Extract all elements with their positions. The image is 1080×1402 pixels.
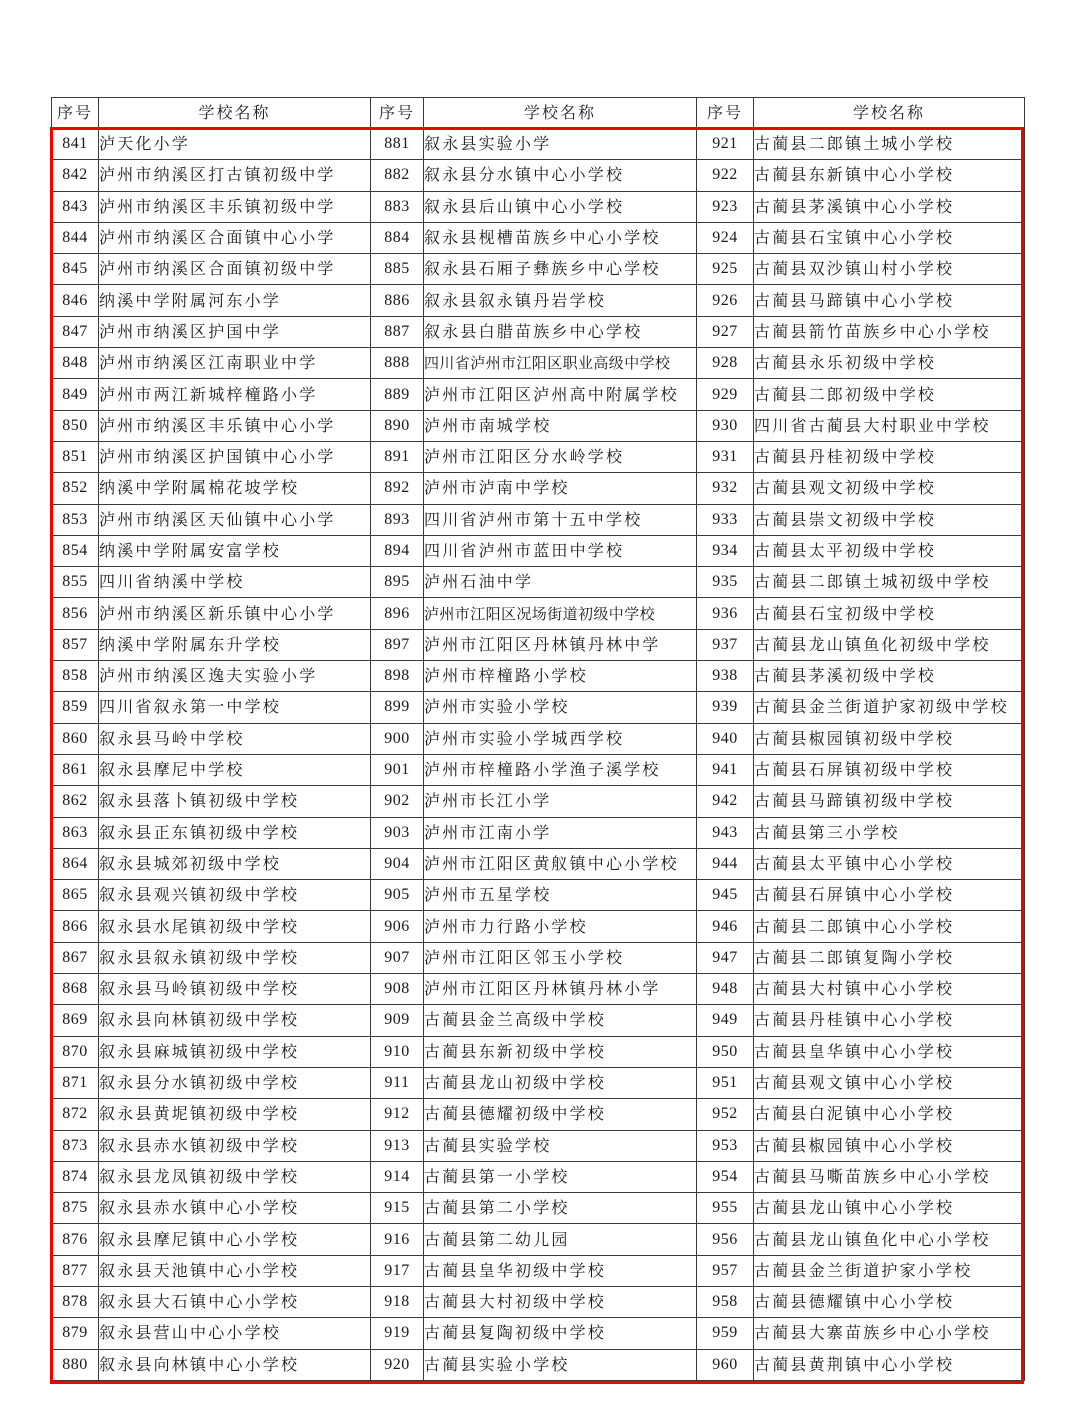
school-name-cell: 叙永县水尾镇初级中学校 [99,911,371,942]
serial-number-cell: 853 [52,504,99,535]
table-row [52,254,1025,285]
school-name-cell: 叙永县叙永镇丹岩学校 [424,285,697,316]
table-row [52,692,1025,723]
school-name-cell: 古蔺县箭竹苗族乡中心小学校 [754,316,1025,347]
serial-number-cell: 873 [52,1130,99,1161]
school-name-cell: 叙永县马岭镇初级中学校 [99,974,371,1005]
school-name-cell: 叙永县叙永镇初级中学校 [99,942,371,973]
school-name-cell: 叙永县分水镇初级中学校 [99,1067,371,1098]
serial-number-cell: 883 [371,191,424,222]
school-name-cell: 古蔺县二郎镇复陶小学校 [754,942,1025,973]
school-name-cell: 纳溪中学附属安富学校 [99,535,371,566]
school-name-cell: 叙永县正东镇初级中学校 [99,817,371,848]
serial-number-cell: 858 [52,661,99,692]
table-row [52,629,1025,660]
school-name-cell: 泸州市梓橦路小学渔子溪学校 [424,754,697,785]
serial-number-cell: 910 [371,1036,424,1067]
serial-number-cell: 949 [697,1005,754,1036]
school-name-cell: 叙永县马岭中学校 [99,723,371,754]
table-row [52,880,1025,911]
serial-number-cell: 942 [697,786,754,817]
school-name-cell: 古蔺县德耀镇中心小学校 [754,1286,1025,1317]
table-row [52,817,1025,848]
serial-number-cell: 857 [52,629,99,660]
serial-number-cell: 855 [52,567,99,598]
school-name-cell: 泸州市江阳区况场街道初级中学校 [424,598,697,629]
serial-number-cell: 879 [52,1318,99,1349]
serial-number-cell: 905 [371,880,424,911]
school-name-cell: 泸州市江阳区丹林镇丹林中学 [424,629,697,660]
serial-number-cell: 868 [52,974,99,1005]
school-name-cell: 四川省古蔺县大村职业中学校 [754,410,1025,441]
school-name-cell: 泸州市梓橦路小学校 [424,661,697,692]
school-name-cell: 叙永县黄坭镇初级中学校 [99,1099,371,1130]
school-name-cell: 泸州石油中学 [424,567,697,598]
serial-number-cell: 894 [371,535,424,566]
serial-number-cell: 862 [52,786,99,817]
school-name-cell: 叙永县后山镇中心小学校 [424,191,697,222]
school-name-cell: 叙永县石厢子彝族乡中心学校 [424,254,697,285]
school-name-cell: 古蔺县龙山初级中学校 [424,1067,697,1098]
school-name-cell: 古蔺县石屏镇中心小学校 [754,880,1025,911]
school-name-cell: 古蔺县实验学校 [424,1130,697,1161]
serial-number-cell: 929 [697,379,754,410]
table-row [52,1255,1025,1286]
serial-number-cell: 901 [371,754,424,785]
school-name-cell: 泸州市纳溪区丰乐镇初级中学 [99,191,371,222]
school-name-cell: 叙永县天池镇中心小学校 [99,1255,371,1286]
school-name-cell: 古蔺县东新镇中心小学校 [754,160,1025,191]
serial-number-cell: 889 [371,379,424,410]
school-name-cell: 泸州市江阳区黄舣镇中心小学校 [424,848,697,879]
table-row [52,316,1025,347]
school-name-cell: 叙永县向林镇中心小学校 [99,1349,371,1380]
school-name-cell: 古蔺县金兰街道护家小学校 [754,1255,1025,1286]
serial-number-cell: 902 [371,786,424,817]
serial-number-cell: 921 [697,129,754,160]
serial-number-cell: 899 [371,692,424,723]
serial-number-cell: 869 [52,1005,99,1036]
serial-number-cell: 956 [697,1224,754,1255]
serial-number-cell: 934 [697,535,754,566]
table-row [52,848,1025,879]
table-row [52,222,1025,253]
serial-number-cell: 842 [52,160,99,191]
table-row [52,1318,1025,1349]
serial-number-cell: 925 [697,254,754,285]
serial-number-cell: 888 [371,348,424,379]
school-name-cell: 古蔺县第二幼儿园 [424,1224,697,1255]
school-name-cell: 泸州市江阳区泸州高中附属学校 [424,379,697,410]
school-name-cell: 泸州市纳溪区天仙镇中心小学 [99,504,371,535]
header-serial-2: 序号 [371,98,424,129]
header-serial-1: 序号 [52,98,99,129]
school-name-cell: 古蔺县椒园镇初级中学校 [754,723,1025,754]
table-row [52,942,1025,973]
serial-number-cell: 848 [52,348,99,379]
serial-number-cell: 926 [697,285,754,316]
table-row [52,661,1025,692]
serial-number-cell: 851 [52,441,99,472]
school-name-cell: 古蔺县双沙镇山村小学校 [754,254,1025,285]
school-name-cell: 古蔺县龙山镇鱼化中心小学校 [754,1224,1025,1255]
serial-number-cell: 917 [371,1255,424,1286]
serial-number-cell: 864 [52,848,99,879]
table-row [52,754,1025,785]
serial-number-cell: 952 [697,1099,754,1130]
school-name-cell: 古蔺县二郎镇中心小学校 [754,911,1025,942]
school-name-cell: 古蔺县大村初级中学校 [424,1286,697,1317]
table-row [52,786,1025,817]
table-row [52,1349,1025,1380]
table-row [52,191,1025,222]
table-row [52,1193,1025,1224]
table-row [52,473,1025,504]
school-name-cell: 古蔺县第三小学校 [754,817,1025,848]
school-name-cell: 泸州市纳溪区江南职业中学 [99,348,371,379]
serial-number-cell: 844 [52,222,99,253]
school-name-cell: 叙永县麻城镇初级中学校 [99,1036,371,1067]
table-row [52,535,1025,566]
serial-number-cell: 944 [697,848,754,879]
school-name-cell: 泸州市纳溪区丰乐镇中心小学 [99,410,371,441]
serial-number-cell: 891 [371,441,424,472]
school-name-cell: 泸州市五星学校 [424,880,697,911]
serial-number-cell: 946 [697,911,754,942]
school-name-cell: 泸州市实验小学城西学校 [424,723,697,754]
school-name-cell: 泸州市泸南中学校 [424,473,697,504]
school-name-cell: 四川省纳溪中学校 [99,567,371,598]
school-name-cell: 古蔺县茅溪初级中学校 [754,661,1025,692]
school-name-cell: 古蔺县皇华初级中学校 [424,1255,697,1286]
table-row [52,567,1025,598]
serial-number-cell: 886 [371,285,424,316]
school-name-cell: 古蔺县第二小学校 [424,1193,697,1224]
serial-number-cell: 847 [52,316,99,347]
serial-number-cell: 922 [697,160,754,191]
table-row [52,129,1025,160]
serial-number-cell: 875 [52,1193,99,1224]
serial-number-cell: 947 [697,942,754,973]
serial-number-cell: 912 [371,1099,424,1130]
school-name-cell: 古蔺县石屏镇初级中学校 [754,754,1025,785]
school-name-cell: 泸州市江南小学 [424,817,697,848]
serial-number-cell: 892 [371,473,424,504]
school-name-cell: 叙永县赤水镇中心小学校 [99,1193,371,1224]
table-row [52,1005,1025,1036]
serial-number-cell: 854 [52,535,99,566]
serial-number-cell: 908 [371,974,424,1005]
serial-number-cell: 918 [371,1286,424,1317]
table-row [52,1161,1025,1192]
serial-number-cell: 937 [697,629,754,660]
school-name-cell: 四川省泸州市蓝田中学校 [424,535,697,566]
serial-number-cell: 877 [52,1255,99,1286]
school-name-cell: 泸州市江阳区分水岭学校 [424,441,697,472]
serial-number-cell: 914 [371,1161,424,1192]
serial-number-cell: 943 [697,817,754,848]
school-name-cell: 泸州市纳溪区护国中学 [99,316,371,347]
school-name-cell: 泸州市江阳区邻玉小学校 [424,942,697,973]
serial-number-cell: 919 [371,1318,424,1349]
school-name-cell: 古蔺县二郎初级中学校 [754,379,1025,410]
serial-number-cell: 890 [371,410,424,441]
school-name-cell: 纳溪中学附属东升学校 [99,629,371,660]
school-name-cell: 叙永县龙凤镇初级中学校 [99,1161,371,1192]
table-row [52,504,1025,535]
school-name-cell: 叙永县白腊苗族乡中心学校 [424,316,697,347]
school-name-cell: 泸州市纳溪区逸夫实验小学 [99,661,371,692]
school-name-cell: 泸州市长江小学 [424,786,697,817]
school-name-cell: 纳溪中学附属河东小学 [99,285,371,316]
school-name-cell: 泸天化小学 [99,129,371,160]
school-name-cell: 泸州市纳溪区打古镇初级中学 [99,160,371,191]
school-name-cell: 古蔺县德耀初级中学校 [424,1099,697,1130]
serial-number-cell: 860 [52,723,99,754]
serial-number-cell: 903 [371,817,424,848]
table-row [52,1224,1025,1255]
serial-number-cell: 951 [697,1067,754,1098]
serial-number-cell: 896 [371,598,424,629]
school-name-cell: 四川省叙永第一中学校 [99,692,371,723]
serial-number-cell: 887 [371,316,424,347]
serial-number-cell: 897 [371,629,424,660]
school-name-cell: 古蔺县金兰街道护家初级中学校 [754,692,1025,723]
school-name-cell: 古蔺县二郎镇土城初级中学校 [754,567,1025,598]
school-name-cell: 泸州市南城学校 [424,410,697,441]
school-name-cell: 泸州市江阳区丹林镇丹林小学 [424,974,697,1005]
school-name-cell: 四川省泸州市第十五中学校 [424,504,697,535]
header-serial-3: 序号 [697,98,754,129]
serial-number-cell: 916 [371,1224,424,1255]
serial-number-cell: 958 [697,1286,754,1317]
table-row [52,410,1025,441]
school-name-cell: 古蔺县二郎镇土城小学校 [754,129,1025,160]
serial-number-cell: 874 [52,1161,99,1192]
serial-number-cell: 924 [697,222,754,253]
serial-number-cell: 861 [52,754,99,785]
school-name-cell: 古蔺县观文初级中学校 [754,473,1025,504]
school-name-cell: 纳溪中学附属棉花坡学校 [99,473,371,504]
school-name-cell: 泸州市力行路小学校 [424,911,697,942]
serial-number-cell: 846 [52,285,99,316]
serial-number-cell: 885 [371,254,424,285]
school-name-cell: 古蔺县大村镇中心小学校 [754,974,1025,1005]
header-school-name-3: 学校名称 [754,98,1025,129]
serial-number-cell: 920 [371,1349,424,1380]
serial-number-cell: 953 [697,1130,754,1161]
table-row [52,723,1025,754]
school-name-cell: 古蔺县椒园镇中心小学校 [754,1130,1025,1161]
school-name-cell: 古蔺县石宝镇中心小学校 [754,222,1025,253]
header-school-name-1: 学校名称 [99,98,371,129]
serial-number-cell: 955 [697,1193,754,1224]
serial-number-cell: 938 [697,661,754,692]
serial-number-cell: 939 [697,692,754,723]
serial-number-cell: 945 [697,880,754,911]
serial-number-cell: 850 [52,410,99,441]
school-name-cell: 古蔺县丹桂镇中心小学校 [754,1005,1025,1036]
serial-number-cell: 957 [697,1255,754,1286]
serial-number-cell: 928 [697,348,754,379]
serial-number-cell: 948 [697,974,754,1005]
serial-number-cell: 927 [697,316,754,347]
table-row [52,598,1025,629]
table-row [52,160,1025,191]
school-name-cell: 叙永县落卜镇初级中学校 [99,786,371,817]
school-name-cell: 古蔺县崇文初级中学校 [754,504,1025,535]
table-row [52,379,1025,410]
school-name-cell: 古蔺县金兰高级中学校 [424,1005,697,1036]
serial-number-cell: 913 [371,1130,424,1161]
school-name-cell: 古蔺县龙山镇鱼化初级中学校 [754,629,1025,660]
school-name-cell: 叙永县摩尼中学校 [99,754,371,785]
serial-number-cell: 856 [52,598,99,629]
school-name-cell: 叙永县观兴镇初级中学校 [99,880,371,911]
serial-number-cell: 859 [52,692,99,723]
school-name-cell: 古蔺县永乐初级中学校 [754,348,1025,379]
school-name-cell: 古蔺县实验小学校 [424,1349,697,1380]
table-row [52,1036,1025,1067]
serial-number-cell: 872 [52,1099,99,1130]
serial-number-cell: 906 [371,911,424,942]
serial-number-cell: 880 [52,1349,99,1380]
serial-number-cell: 950 [697,1036,754,1067]
serial-number-cell: 907 [371,942,424,973]
serial-number-cell: 933 [697,504,754,535]
serial-number-cell: 876 [52,1224,99,1255]
table-row [52,285,1025,316]
serial-number-cell: 959 [697,1318,754,1349]
serial-number-cell: 960 [697,1349,754,1380]
school-name-cell: 古蔺县第一小学校 [424,1161,697,1192]
serial-number-cell: 930 [697,410,754,441]
serial-number-cell: 909 [371,1005,424,1036]
school-name-cell: 古蔺县黄荆镇中心小学校 [754,1349,1025,1380]
serial-number-cell: 923 [697,191,754,222]
table-row [52,1099,1025,1130]
serial-number-cell: 941 [697,754,754,785]
school-name-cell: 古蔺县马蹄镇初级中学校 [754,786,1025,817]
serial-number-cell: 954 [697,1161,754,1192]
serial-number-cell: 843 [52,191,99,222]
serial-number-cell: 898 [371,661,424,692]
table-row [52,348,1025,379]
school-name-cell: 叙永县枧槽苗族乡中心小学校 [424,222,697,253]
serial-number-cell: 845 [52,254,99,285]
serial-number-cell: 895 [371,567,424,598]
table-row [52,1286,1025,1317]
school-roster-sheet [51,97,1024,1381]
serial-number-cell: 935 [697,567,754,598]
school-name-cell: 古蔺县石宝初级中学校 [754,598,1025,629]
school-name-cell: 泸州市两江新城梓橦路小学 [99,379,371,410]
serial-number-cell: 893 [371,504,424,535]
school-name-cell: 叙永县赤水镇初级中学校 [99,1130,371,1161]
serial-number-cell: 915 [371,1193,424,1224]
serial-number-cell: 852 [52,473,99,504]
school-name-cell: 泸州市实验小学校 [424,692,697,723]
school-name-cell: 泸州市纳溪区合面镇初级中学 [99,254,371,285]
header-row [52,98,1025,129]
serial-number-cell: 911 [371,1067,424,1098]
serial-number-cell: 841 [52,129,99,160]
roster-body [52,129,1025,1381]
serial-number-cell: 865 [52,880,99,911]
school-name-cell: 叙永县实验小学 [424,129,697,160]
school-name-cell: 古蔺县白泥镇中心小学校 [754,1099,1025,1130]
serial-number-cell: 881 [371,129,424,160]
serial-number-cell: 878 [52,1286,99,1317]
serial-number-cell: 884 [371,222,424,253]
school-name-cell: 古蔺县大寨苗族乡中心小学校 [754,1318,1025,1349]
school-name-cell: 叙永县摩尼镇中心小学校 [99,1224,371,1255]
school-name-cell: 古蔺县东新初级中学校 [424,1036,697,1067]
table-row [52,441,1025,472]
serial-number-cell: 932 [697,473,754,504]
school-name-cell: 古蔺县马嘶苗族乡中心小学校 [754,1161,1025,1192]
serial-number-cell: 904 [371,848,424,879]
serial-number-cell: 866 [52,911,99,942]
serial-number-cell: 882 [371,160,424,191]
school-name-cell: 叙永县分水镇中心小学校 [424,160,697,191]
serial-number-cell: 849 [52,379,99,410]
school-name-cell: 古蔺县茅溪镇中心小学校 [754,191,1025,222]
serial-number-cell: 931 [697,441,754,472]
school-name-cell: 古蔺县马蹄镇中心小学校 [754,285,1025,316]
school-name-cell: 泸州市纳溪区新乐镇中心小学 [99,598,371,629]
school-name-cell: 古蔺县太平镇中心小学校 [754,848,1025,879]
school-name-cell: 古蔺县复陶初级中学校 [424,1318,697,1349]
school-name-cell: 泸州市纳溪区合面镇中心小学 [99,222,371,253]
school-name-cell: 泸州市纳溪区护国镇中心小学 [99,441,371,472]
serial-number-cell: 870 [52,1036,99,1067]
school-name-cell: 古蔺县皇华镇中心小学校 [754,1036,1025,1067]
school-name-cell: 叙永县大石镇中心小学校 [99,1286,371,1317]
school-name-cell: 叙永县营山中心小学校 [99,1318,371,1349]
school-name-cell: 古蔺县太平初级中学校 [754,535,1025,566]
serial-number-cell: 940 [697,723,754,754]
table-row [52,911,1025,942]
serial-number-cell: 871 [52,1067,99,1098]
header-school-name-2: 学校名称 [424,98,697,129]
serial-number-cell: 936 [697,598,754,629]
school-name-cell: 古蔺县观文镇中心小学校 [754,1067,1025,1098]
school-name-cell: 古蔺县龙山镇中心小学校 [754,1193,1025,1224]
school-name-cell: 古蔺县丹桂初级中学校 [754,441,1025,472]
serial-number-cell: 867 [52,942,99,973]
table-row [52,1067,1025,1098]
serial-number-cell: 863 [52,817,99,848]
school-roster-table [51,97,1025,1381]
table-row [52,1130,1025,1161]
school-name-cell: 叙永县向林镇初级中学校 [99,1005,371,1036]
school-name-cell: 叙永县城郊初级中学校 [99,848,371,879]
school-name-cell: 四川省泸州市江阳区职业高级中学校 [424,348,697,379]
serial-number-cell: 900 [371,723,424,754]
table-row [52,974,1025,1005]
